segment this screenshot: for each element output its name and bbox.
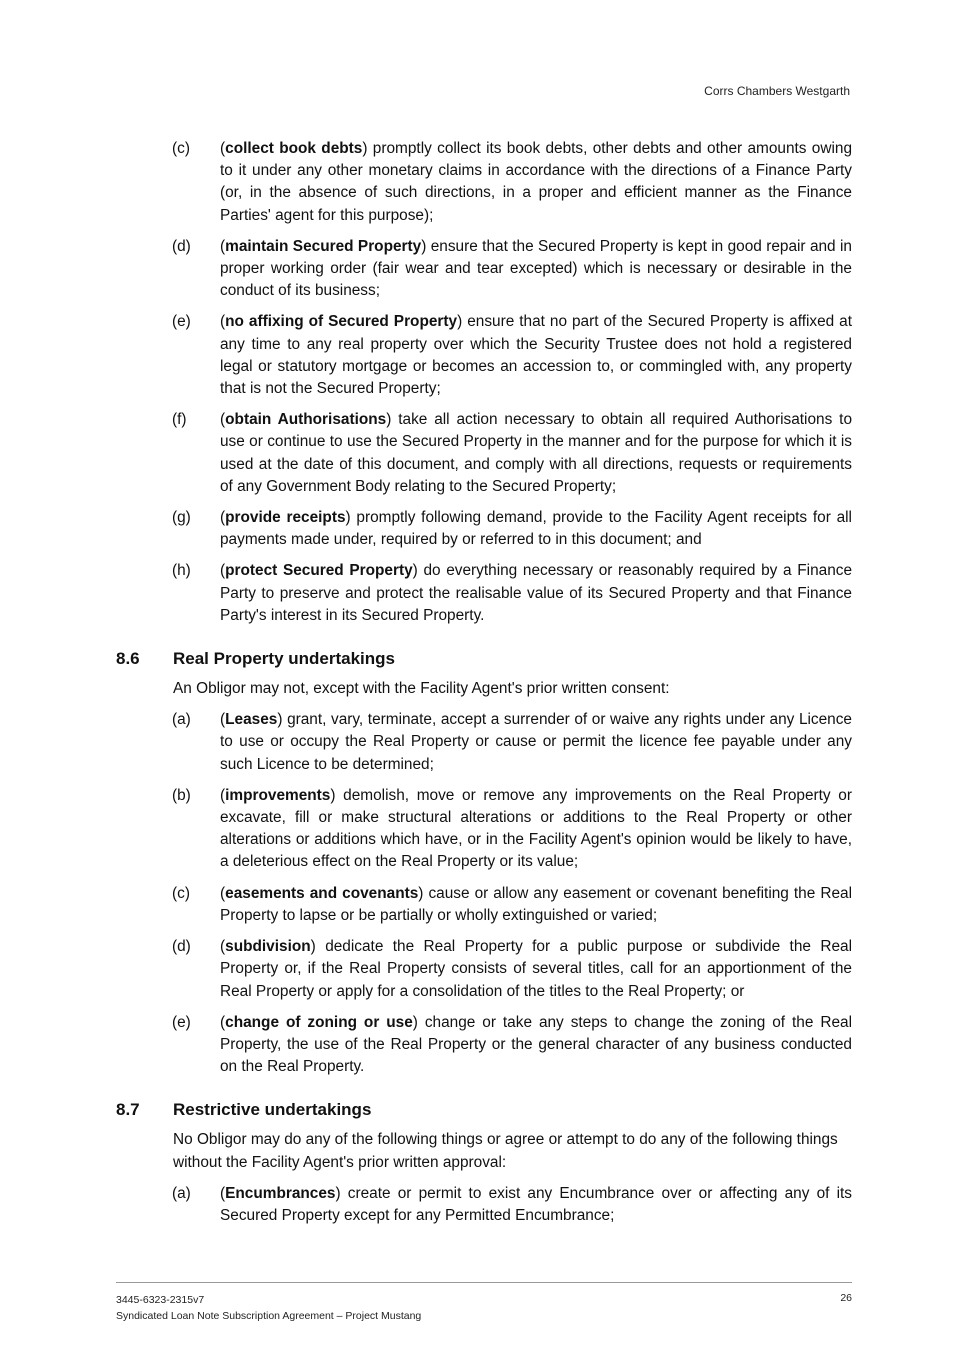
section-title: Restrictive undertakings: [173, 1100, 372, 1120]
clause-label: (a): [172, 711, 191, 729]
clause-label: (f): [172, 411, 187, 429]
clause-heading: Encumbrances: [225, 1184, 336, 1202]
clause-heading: improvements: [225, 786, 331, 804]
clause-c-collect-book-debts: (c) (collect book debts) promptly collect its book debts, other debts and other amounts owing to it under any other monetary claims in accordance with the directions of a Finance Party (or, in the absence of such directions, in a proper and efficient manner as the Finance Parties' agent for this purpose);: [172, 140, 853, 224]
clause-label: (c): [172, 884, 190, 902]
footer-document-info: [116, 1292, 421, 1324]
clause-label: (e): [172, 313, 191, 331]
clause-text: change or take any steps to change the zoning of the Real Property, the use of the Real Property or the general character of any business conducted on the Real Property.: [220, 1013, 852, 1076]
footer-divider: [116, 1282, 852, 1283]
section-heading-8-6: [116, 648, 852, 670]
clause-a-encumbrances: (a) (Encumbrances) create or permit to exist any Encumbrance over or affecting any of its Secured Property except for any Permitted Encumbrance;: [172, 1184, 852, 1224]
section-number: 8.6: [116, 649, 140, 669]
clause-heading: no affixing of Secured Property: [225, 313, 458, 331]
footer-doc-id: 3445-6323-2315v7: [116, 1294, 205, 1306]
clause-b-improvements: (b) (improvements) demolish, move or remove any improvements on the Real Property or excavate, fill or make structural alterations or additions to the Real Property or other alterations or additions which have, or in the Facility Agent's opinion would be likely to have, a deleterious effect on the Real Property or its value;: [172, 786, 852, 871]
clause-label: (e): [172, 1013, 191, 1031]
clause-heading: easements and covenants: [225, 884, 419, 902]
clause-text: cause or allow any easement or covenant benefiting the Real Property to lapse or be partially or wholly extinguished or varied;: [220, 884, 852, 924]
section-intro: An Obligor may not, except with the Facility Agent's prior written consent:: [173, 680, 670, 698]
clause-text: promptly following demand, provide to the Facility Agent receipts for all payments made under, required by or referred to in this document; and: [220, 509, 852, 549]
clause-heading: maintain Secured Property: [225, 237, 422, 255]
section-number: 8.7: [116, 1100, 140, 1120]
clause-heading: provide receipts: [225, 509, 346, 527]
clause-e-change-of-zoning: (e) (change of zoning or use) change or take any steps to change the zoning of the Real Property, the use of the Real Property or the general character of any business conducted on the Real Property.: [172, 1013, 852, 1076]
clause-text: demolish, move or remove any improvements on the Real Property or excavate, fill or make structural alterations or additions to the Real Property or other alterations or additions which have, or in the Facility Agent's opinion would be likely to have, a deleterious effect on the Real Property or its value;: [220, 786, 852, 871]
clause-e-no-affixing: (e) (no affixing of Secured Property) ensure that no part of the Secured Property is affixed at any time to any real property over which the Security Trustee does not hold a registered legal or statutory mortgage or becomes an accession to, or commingled with, any property that is not the Secured Property;: [172, 313, 853, 398]
clause-text: take all action necessary to obtain all required Authorisations to use or continue to use the Secured Property in the manner and for the purpose for which it is used at the date of this document, and comply with all directions, requests or requirements of any Government Body relating to the Secured Property;: [220, 411, 853, 495]
section-title: Real Property undertakings: [173, 649, 396, 669]
clause-heading: protect Secured Property: [225, 562, 413, 580]
clause-heading: obtain Authorisations: [225, 411, 387, 429]
page-number: 26: [840, 1292, 852, 1304]
header-firm-name: Corrs Chambers Westgarth: [704, 84, 850, 98]
clause-a-leases: (a) (Leases) grant, vary, terminate, accept a surrender of or waive any rights under any Licence to use or occupy the Real Property or cause or permit the licence fee payable under any such Licence to be determined;: [172, 711, 852, 773]
clause-label: (g): [172, 509, 191, 527]
clause-text: ensure that no part of the Secured Property is affixed at any time to any real property over which the Security Trustee does not hold a registered legal or statutory mortgage or becomes an accession to, or commingled with, any property that is not the Secured Property;: [220, 313, 853, 398]
clause-text: dedicate the Real Property for a public purpose or subdivide the Real Property or, if the Real Property consists of several titles, call for an apportionment of the Real Property or apply for a consolidation of the titles to the Real Property; or: [220, 938, 852, 1000]
section-intro: No Obligor may do any of the following things or agree or attempt to do any of the following things without the Facility Agent's prior written approval:: [173, 1131, 838, 1171]
clause-d-maintain-secured-property: (d) (maintain Secured Property) ensure that the Secured Property is kept in good repair and in proper working order (fair wear and tear excepted) which is necessary or desirable in the conduct of its business;: [172, 237, 852, 300]
clause-heading: subdivision: [225, 938, 311, 956]
clause-heading: collect book debts: [225, 140, 363, 157]
clause-heading: Leases: [225, 711, 278, 729]
section-heading-8-7: [116, 1099, 852, 1121]
clause-g-provide-receipts: (g) (provide receipts) promptly following demand, provide to the Facility Agent receipts for all payments made under, required by or referred to in this document; and: [172, 509, 852, 549]
clause-label: (b): [172, 786, 191, 804]
clause-label: (d): [172, 237, 191, 255]
clause-f-obtain-authorisations: (f) (obtain Authorisations) take all action necessary to obtain all required Authorisations to use or continue to use the Secured Property in the manner and for the purpose for which it is used at the date of this document, and comply with all directions, requests or requirements of any Government Body relating to the Secured Property;: [172, 411, 853, 495]
clause-label: (a): [172, 1184, 191, 1202]
clause-h-protect-secured-property: (h) (protect Secured Property) do everything necessary or reasonably required by a Finance Party to preserve and protect the realisable value of its Secured Property and that Finance Party's interest in its Secured Property.: [172, 562, 853, 624]
clause-c-easements: (c) (easements and covenants) cause or allow any easement or covenant benefiting the Real Property to lapse or be partially or wholly extinguished or varied;: [172, 884, 852, 924]
clause-text: grant, vary, terminate, accept a surrender of or waive any rights under any Licence to use or occupy the Real Property or cause or permit the licence fee payable under any such Licence to be determined;: [220, 711, 852, 773]
clause-text: do everything necessary or reasonably required by a Finance Party to preserve and protect the realisable value of its Secured Property and that Finance Party's interest in its Secured Property.: [220, 562, 853, 624]
clause-text: ensure that the Secured Property is kept in good repair and in proper working order (fair wear and tear excepted) which is necessary or desirable in the conduct of its business;: [220, 237, 852, 300]
clause-text: promptly collect its book debts, other debts and other amounts owing to it under any other monetary claims in accordance with the directions of a Finance Party (or, in the absence of such directions, in a proper and efficient manner as the Finance Parties' agent for this purpose);: [220, 140, 853, 224]
clause-heading: change of zoning or use: [225, 1013, 413, 1031]
clause-d-subdivision: (d) (subdivision) dedicate the Real Property for a public purpose or subdivide the Real Property or, if the Real Property consists of several titles, call for an apportionment of the Real Property or apply for a consolidation of the titles to the Real Property; or: [172, 938, 852, 1000]
document-body: [116, 138, 852, 1236]
clause-label: (d): [172, 938, 191, 956]
clause-label: (c): [172, 140, 190, 157]
clause-text: create or permit to exist any Encumbrance over or affecting any of its Secured Property except for any Permitted Encumbrance;: [220, 1184, 852, 1224]
clause-label: (h): [172, 562, 191, 580]
footer-doc-title: Syndicated Loan Note Subscription Agreement – Project Mustang: [116, 1310, 422, 1322]
